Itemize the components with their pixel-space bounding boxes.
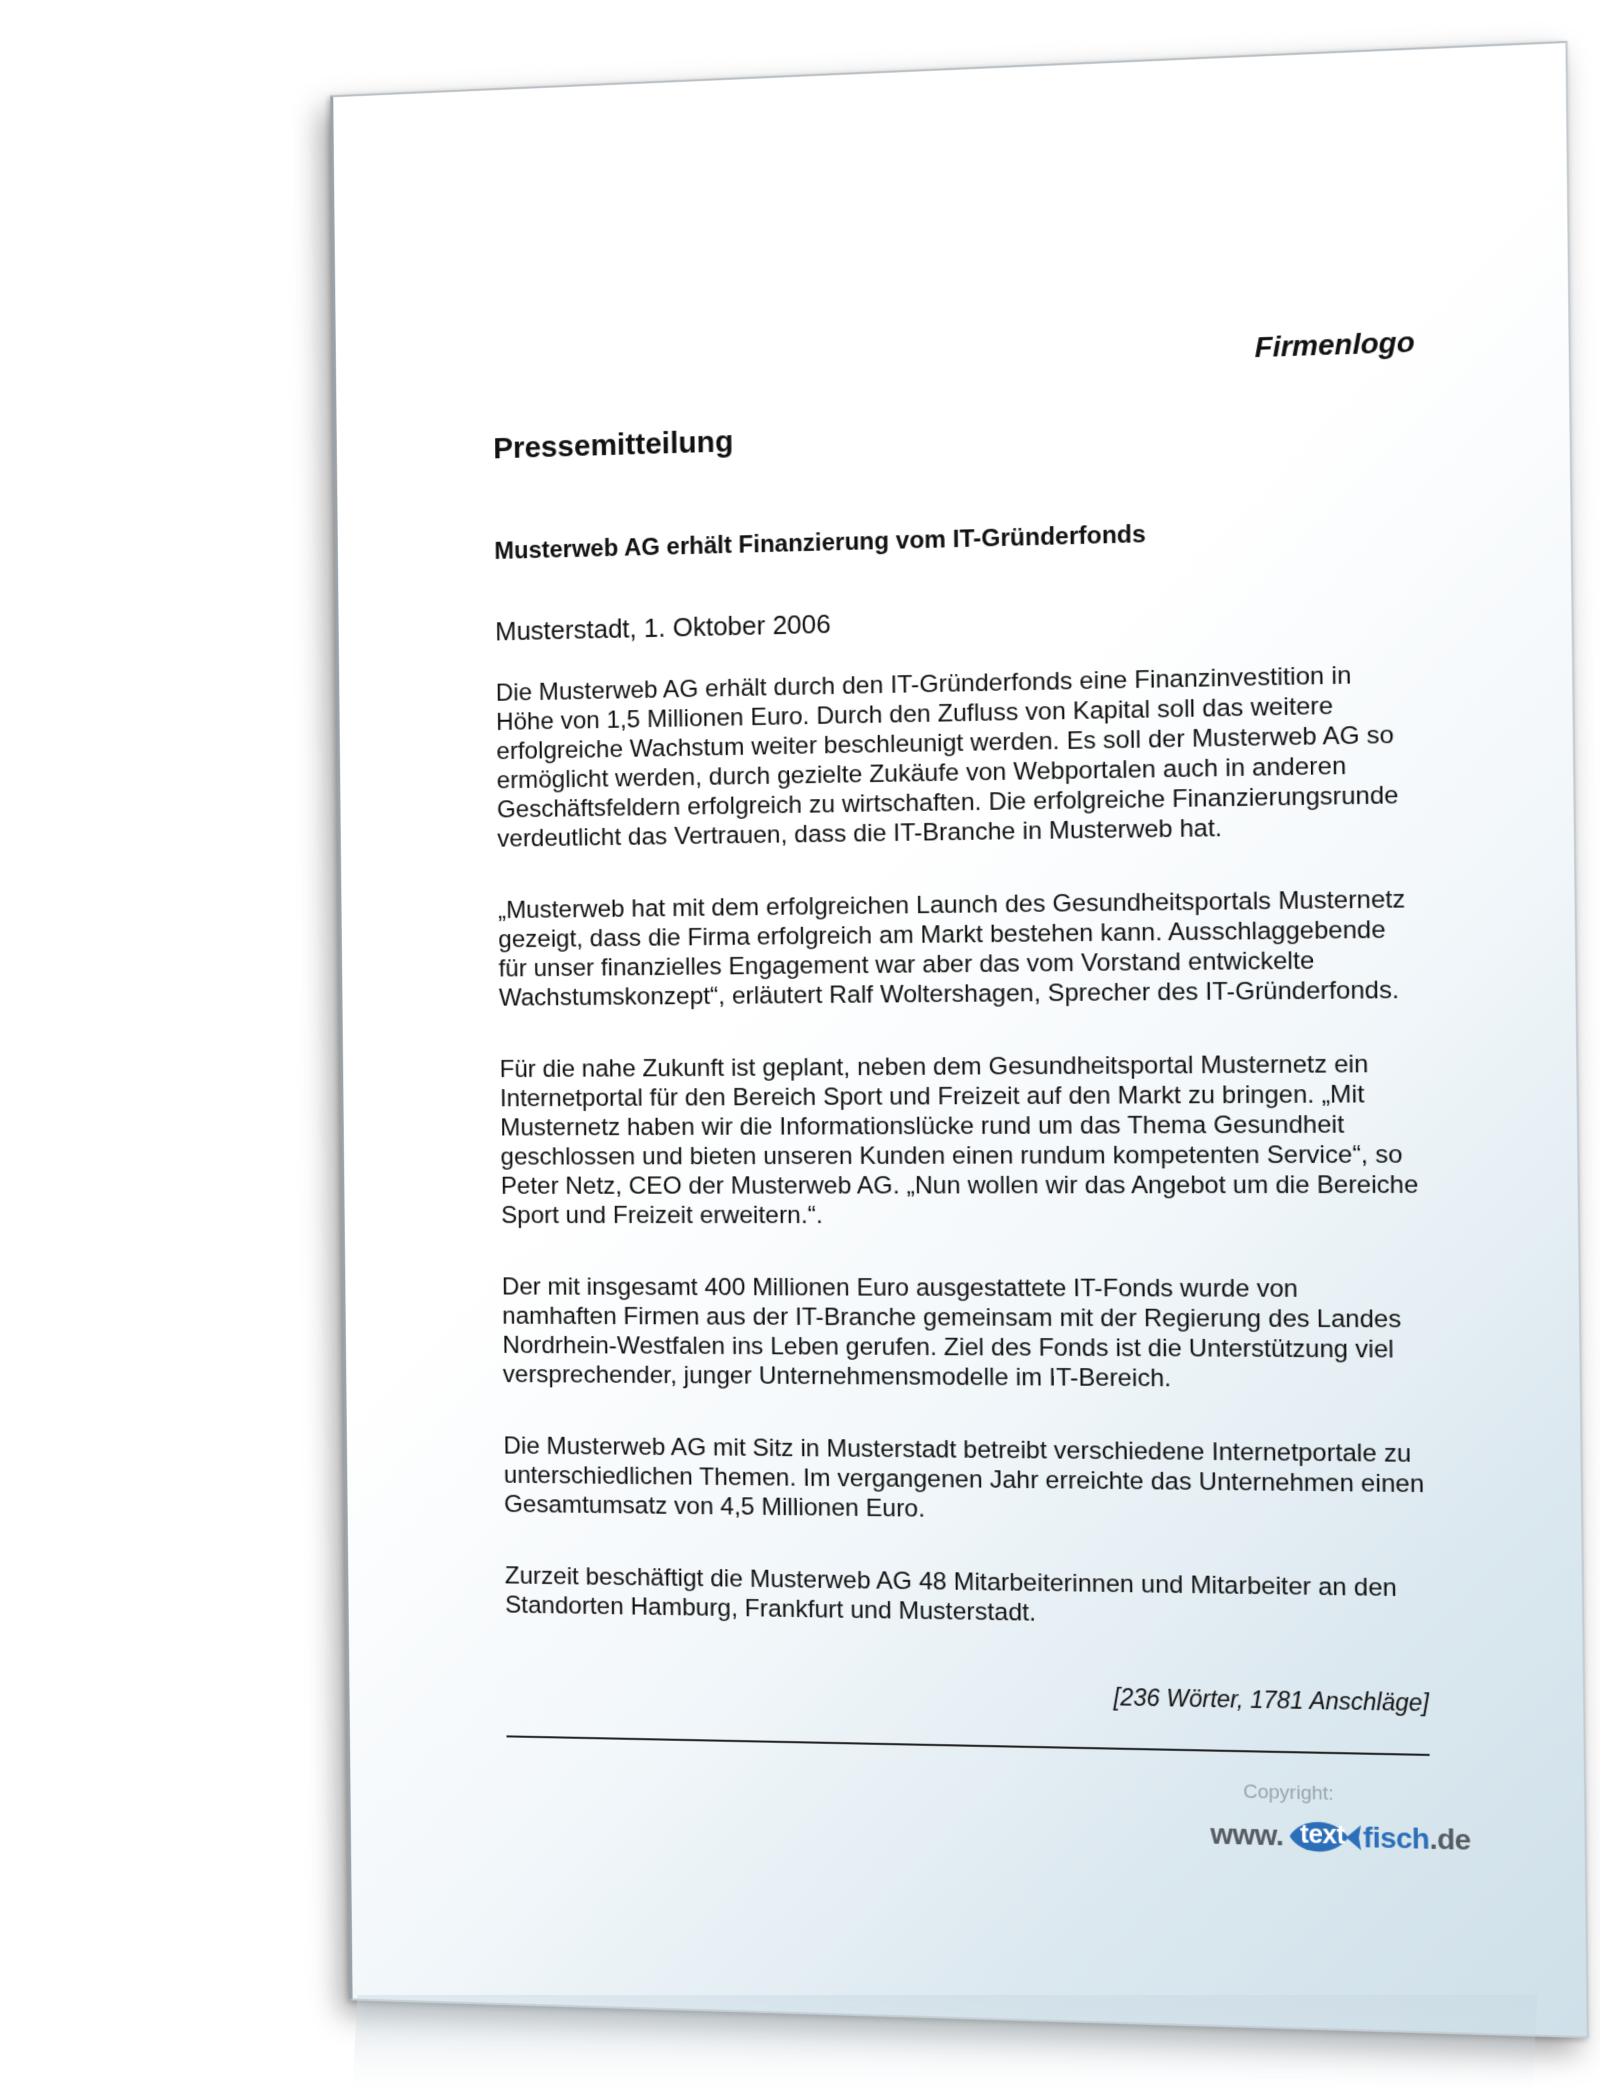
dateline: Musterstadt, 1. Oktober 2006 (495, 608, 831, 647)
company-logo-placeholder: Firmenlogo (1254, 325, 1415, 364)
paragraph: „Musterweb hat mit dem erfolgreichen Launch des Gesundheitsportals Musternetz gezeigt, dass die Firma erfolgreich am Markt bestehen kann. Ausschlaggebende für unser finanzielles Engagement war aber das vom Vorstand entwickelte Wachstumskonzept“, erläutert Ralf Woltershagen, Sprecher des IT-Gründerfonds. (497, 885, 1406, 1012)
copyright-label: Copyright: (1243, 1781, 1334, 1805)
paragraph: Für die nahe Zukunft ist geplant, neben dem Gesundheitsportal Musternetz ein Internetportal für den Bereich Sport und Freizeit auf den Markt zu bringen. „Mit Musternetz haben wir die Informationslücke rund um das Thema Gesundheit geschlossen und bieten unseren Kunden einen rundum kompetenten Service“, so Peter Netz, CEO der Musterweb AG. „Nun wollen wir das Angebot um die Bereiche Sport und Freizeit erweitern.“. (499, 1050, 1419, 1230)
brand-text: text (1300, 1819, 1345, 1850)
brand-tld: .de (1429, 1822, 1471, 1857)
page-reflection (353, 1995, 1538, 2090)
brand-fisch: fisch (1362, 1821, 1430, 1856)
fish-icon (1285, 1815, 1361, 1858)
footer-divider (506, 1735, 1429, 1756)
document-content (492, 325, 1471, 1857)
copyright-block (1179, 1780, 1471, 1879)
word-count-note: [236 Wörter, 1781 Anschläge] (1113, 1683, 1430, 1717)
paragraph: Der mit insgesamt 400 Millionen Euro ausgestattete IT-Fonds wurde von namhaften Firmen aus der IT-Branche gemeinsam mit der Regierung des Landes Nordrhein-Westfalen ins Leben gerufen. Ziel des Fonds ist die Unterstützung viel versprechender, junger Unternehmensmodelle im IT-Bereich. (501, 1273, 1402, 1393)
press-release-headline: Musterweb AG erhält Finanzierung vom IT-Gründerfonds (494, 520, 1146, 566)
brand-logo (1210, 1814, 1471, 1862)
brand-www: www. (1210, 1817, 1284, 1852)
paragraph: Die Musterweb AG mit Sitz in Musterstadt betreibt verschiedene Internetportale zu unterschiedlichen Themen. Im vergangenen Jahr erreichte das Unternehmen einen Gesamtumsatz von 4,5 Millionen Euro. (503, 1432, 1425, 1523)
body-text (496, 659, 1429, 1678)
paragraph: Die Musterweb AG erhält durch den IT-Gründerfonds eine Finanzinvestition in Höhe von 1,5 Millionen Euro. Durch den Zufluss von Kapital soll das weitere erfolgreiche Wachstum weiter beschleunigt werden. Es soll der Musterweb AG so ermöglicht werden, durch gezielte Zukäufe von Webportalen auch in anderen Geschäftsfeldern erfolgreich zu wirtschaften. Die erfolgreiche Finanzierungsrunde verdeutlicht das Vertrauen, dass die IT-Branche in Musterweb hat. (495, 661, 1399, 853)
document-page (330, 41, 1589, 2038)
paragraph: Zurzeit beschäftigt die Musterweb AG 48 Mitarbeiterinnen und Mitarbeiter an den Standorten Hamburg, Frankfurt und Musterstadt. (504, 1562, 1398, 1627)
document-title: Pressemitteilung (493, 424, 734, 466)
